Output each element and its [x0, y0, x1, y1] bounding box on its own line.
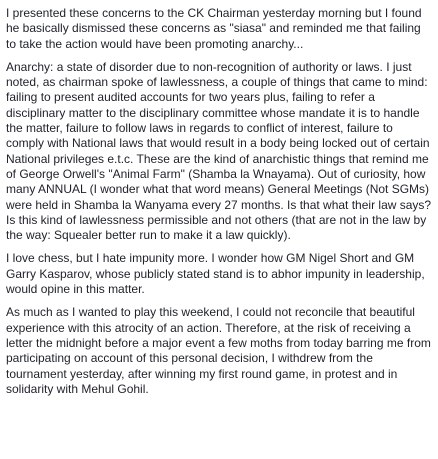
post-paragraph-2: Anarchy: a state of disorder due to non-recognition of authority or laws. I just noted, as chairman spoke of lawlessness, a couple of things that came to mind: failing to present audited accounts for two years plus, failing to refer a disciplinary matter to the disciplinary committee whose mandate it is to handle the matter, failure to follow laws in regards to conflict of interest, failure to comply with National laws that would result in a body being locked out of certain National privileges e.t.c. These are the kind of anarchistic things that remind me of George Orwell's "Animal Farm" (Shamba la Wnayama). Out of curiosity, how many ANNUAL (I wonder what that word means) General Meetings (Not SGMs) were held in Shamba la Wanyama every 27 months. Is that what their law says? Is this kind of lawlessness permissible and not others (that are not in the law by the way: Squealer better run to make it a law quickly).	[6, 59, 432, 243]
post-body	[6, 6, 432, 397]
post-paragraph-1: I presented these concerns to the CK Chairman yesterday morning but I found he basically dismissed these concerns as "siasa" and reminded me that failing to take the action would have been promoting anarchy...	[6, 6, 422, 51]
post-paragraph-3: I love chess, but I hate impunity more. I wonder how GM Nigel Short and GM Garry Kasparov, whose publicly stated stand is to abhor impunity in leadership, would opine in this matter.	[6, 251, 425, 297]
post-paragraph-4: As much as I wanted to play this weekend, I could not reconcile that beautiful experience with this atrocity of an action. Therefore, at the risk of receiving a letter the midnight before a major event a few moths from today barring me from participating on account of this personal decision, I withdrew from the tournament yesterday, after winning my first round game, in protest and in solidarity with Mehul Gohil.	[6, 305, 431, 396]
